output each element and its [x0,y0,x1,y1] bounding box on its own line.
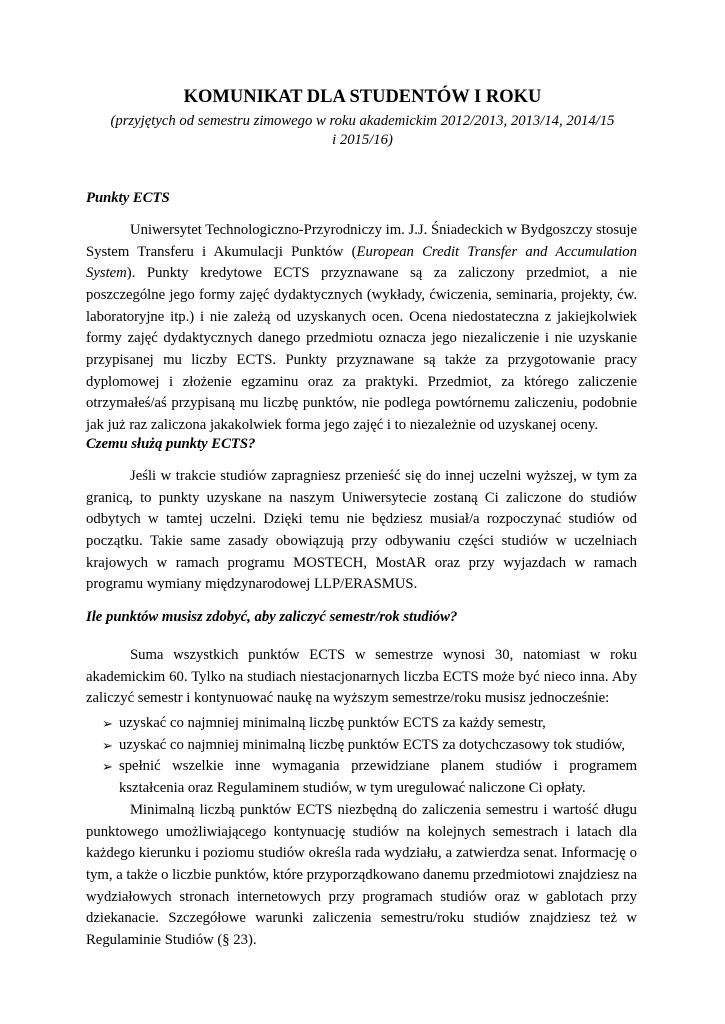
list-item-text: uzyskać co najmniej minimalną liczbę punktów ECTS za każdy semestr, [119,715,546,731]
list-item-text: spełnić wszelkie inne wymagania przewidziane planem studiów i programem kształcenia oraz Regulaminem studiów, w tym uregulować naliczone Ci opłaty. [119,758,637,796]
document-subtitle: (przyjętych od semestru zimowego w roku akademickim 2012/2013, 2013/14, 2014/15 i 2015/16) [110,113,615,148]
paragraph-italic-term: European Credit Transfer and Accumulation System [86,243,637,282]
list-item [86,713,637,735]
section-closing-paragraph: Minimalną liczbą punktów ECTS niezbędną do zaliczenia semestru i wartość długu punktowego umożliwiającego kontynuację studiów na kolejnych semestrach i latach dla każdego kierunku i poziomu studiów określa rada wydziału, a zatwierdza senat. Informację o tym, a także o liczbie punktów, które przyporządkowano danemu przedmiotowi znajdziesz na wydziałowych stronach internetowych przy programach studiów oraz w gablotach przy dziekanacie. Szczegółowe warunki zaliczenia semestru/roku studiów znajdziesz też w Regulaminie Studiów (§ 23). [86,802,637,948]
list-item [86,756,637,799]
section-heading-purpose: Czemu służą punkty ECTS? [86,436,256,452]
section-paragraph-purpose: Jeśli w trakcie studiów zapragniesz przenieść się do innej uczelni wyższej, w tym za granicą, to punkty uzyskane na naszym Uniwersytecie zostaną Ci zaliczone do studiów odbytych w tamtej uczelni. Dzięki temu nie będziesz musiał/a rozpoczynać studiów od początku. Takie same zasady obowiązują przy odbywaniu części studiów w uczelniach krajowych w ramach programu MOSTECH, MostAR oraz przy wyjazdach w ramach programu wymiany międzynarodowej LLP/ERASMUS. [86,468,637,593]
section-paragraph-ects [86,220,637,437]
list-item-text: uzyskać co najmniej minimalną liczbę punktów ECTS za dotychczasowy tok studiów, [119,736,626,753]
requirements-list [86,713,637,800]
arrow-bullet-icon: ➢ [102,737,113,753]
list-item [86,735,637,757]
paragraph-text-part: Uniwersytet Technologiczno-Przyrodniczy im. J.J. Śniadeckich w Bydgoszczy stosuje System Transferu i Akumulacji Punktów ( [86,222,637,260]
document-title: KOMUNIKAT DLA STUDENTÓW I ROKU [183,87,542,107]
section-heading-requirements: Ile punktów musisz zdobyć, aby zaliczyć semestr/rok studiów? [86,609,458,625]
section-heading-ects: Punkty ECTS [86,190,170,206]
arrow-bullet-icon: ➢ [102,716,113,731]
paragraph-text-part: ). Punkty kredytowe ECTS przyznawane są za zaliczony przedmiot, a nie poszczególne jego formy zajęć dydaktycznych (wykłady, ćwiczenia, seminaria, projekty, ćw. laboratoryjne itp.) i nie zależą od uzyskanych ocen. Ocena niedostateczna z jakiejkolwiek formy zajęć dydaktycznych danego przedmiotu oznacza jego niezaliczenie i nie uzyskanie przypisanej mu liczby ECTS. Punkty przyznawane są także za przygotowanie pracy dyplomowej i złożenie egzaminu oraz za praktyki. Przedmiot, za którego zaliczenie otrzymałeś/aś przypisaną mu liczbę punktów, nie podlega powtórnemu zaliczeniu, podobnie jak już raz zaliczona jakakolwiek forma jego zajęć i to niezależnie od uzyskanej oceny. [86,265,637,433]
section-paragraph-requirements: Suma wszystkich punktów ECTS w semestrze wynosi 30, natomiast w roku akademickim 60. Tylko na studiach niestacjonarnych liczba ECTS może być nieco inna. Aby zaliczyć semestr i kontynuować naukę na wyższym semestrze/roku musisz jednocześnie: [86,647,637,707]
arrow-bullet-icon: ➢ [102,759,113,775]
